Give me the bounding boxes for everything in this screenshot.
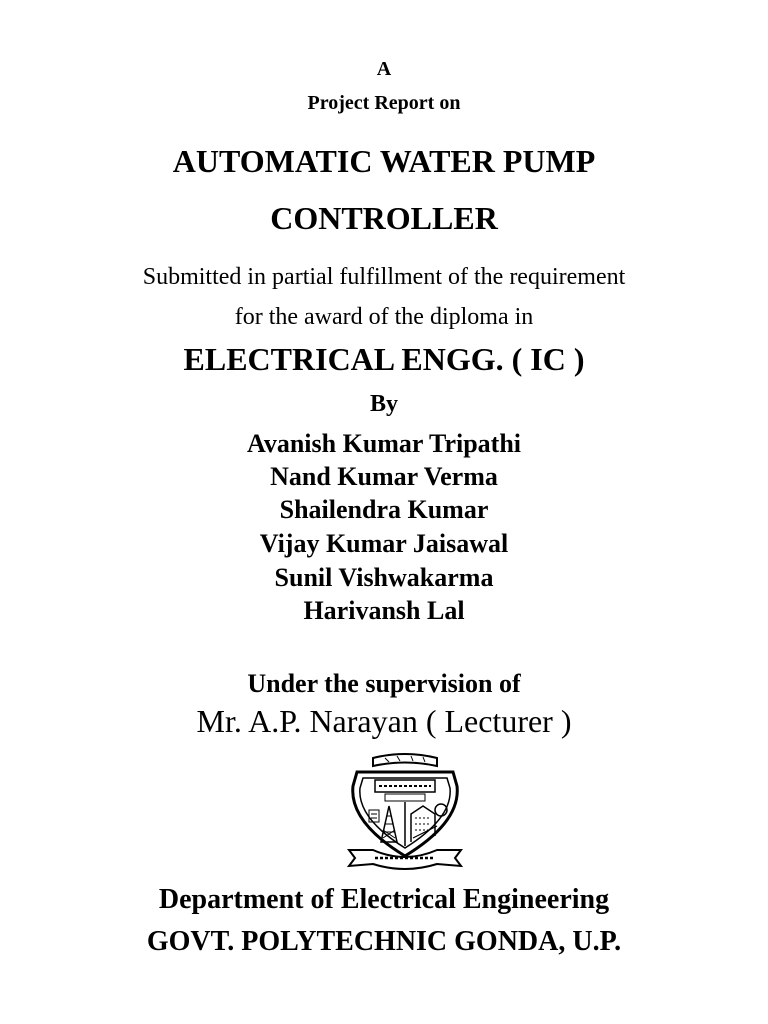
supervisor-name: Mr. A.P. Narayan ( Lecturer ) [196,703,572,739]
report-intro: Project Report on [307,92,461,114]
author-name: Harivansh Lal [303,596,465,625]
by-label: By [369,391,398,417]
author-name: Avanish Kumar Tripathi [246,429,522,458]
project-title-line-2: CONTROLLER [270,200,498,236]
submission-statement-line-2: for the award of the diploma in [234,304,534,330]
course-name: ELECTRICAL ENGG. ( IC ) [183,341,585,377]
college-name: GOVT. POLYTECHNIC GONDA, U.P. [146,926,622,957]
author-name: Shailendra Kumar [279,495,489,524]
institute-emblem-icon [345,752,465,870]
project-title-line-1: AUTOMATIC WATER PUMP [172,143,596,179]
supervision-label: Under the supervision of [247,669,521,698]
author-name: Vijay Kumar Jaisawal [259,529,509,558]
author-name: Nand Kumar Verma [270,462,498,491]
author-name: Sunil Vishwakarma [274,563,494,592]
article-a: A [376,58,392,80]
submission-statement-line-1: Submitted in partial fulfillment of the requirement [142,264,626,290]
department-name: Department of Electrical Engineering [158,884,610,915]
